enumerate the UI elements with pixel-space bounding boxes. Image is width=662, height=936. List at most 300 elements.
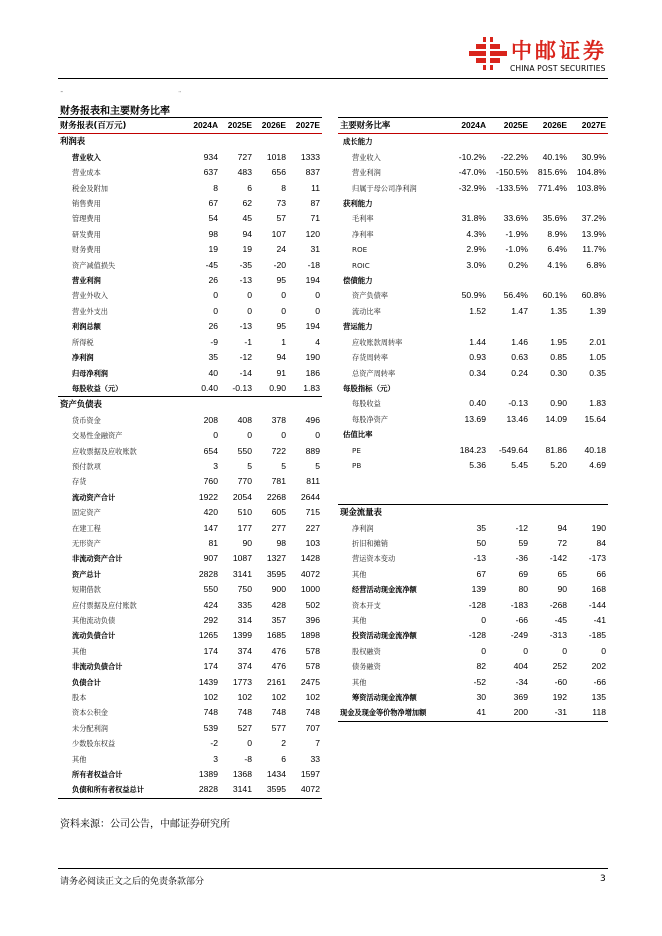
value-cell: 502 [305, 599, 320, 610]
header-year: 2025E [220, 118, 254, 134]
value-cell: 37.2% [581, 213, 606, 224]
table-row [58, 536, 322, 551]
corner-mark: ¯ [60, 91, 64, 99]
row-label: 其他 [352, 615, 367, 625]
value-cell: 33.6% [503, 213, 528, 224]
table-row [58, 767, 322, 782]
value-cell: 59 [518, 537, 528, 548]
value-cell: 771.4% [537, 182, 567, 193]
row-label: 现金及现金等价物净增加额 [338, 705, 448, 721]
value-cell: 715 [305, 507, 320, 518]
value-cell: 637 [203, 167, 218, 178]
value-cell: -2 [210, 738, 218, 749]
value-cell: 139 [471, 584, 486, 595]
value-cell: 102 [237, 692, 252, 703]
header-title: 财务报表(百万元) [58, 118, 186, 134]
table-row [338, 258, 608, 273]
value-cell: -1.9% [505, 228, 528, 239]
row-label: 投资活动现金流净额 [352, 631, 417, 641]
row-label: 折旧和摊销 [352, 538, 388, 548]
value-cell: 147 [203, 522, 218, 533]
value-cell: 94 [276, 352, 286, 363]
value-cell: 578 [305, 661, 320, 672]
value-cell: 3141 [232, 568, 252, 579]
row-heading: 估值比率 [343, 430, 373, 440]
value-cell: 8 [213, 182, 218, 193]
value-cell: 8.9% [547, 228, 567, 239]
table-row [338, 227, 608, 242]
value-cell: 1.52 [469, 305, 486, 316]
table-row [58, 613, 322, 628]
spacer-cell [338, 489, 608, 505]
value-cell: 1 [281, 336, 286, 347]
table-row [58, 644, 322, 659]
value-cell: -60 [554, 676, 567, 687]
subsection-heading-row [338, 196, 608, 211]
value-cell: 26 [208, 275, 218, 286]
table-row [58, 227, 322, 242]
value-cell: 1439 [198, 676, 218, 687]
value-cell: 811 [306, 476, 320, 487]
value-cell: 87 [310, 198, 320, 209]
table-row [338, 675, 608, 690]
value-cell: 1000 [300, 584, 320, 595]
value-cell: 1018 [266, 151, 286, 162]
table-row [58, 474, 322, 489]
table-row [338, 165, 608, 180]
value-cell: 177 [237, 522, 252, 533]
value-cell: -31 [530, 705, 569, 721]
value-cell: 314 [237, 615, 252, 625]
value-cell: 57 [276, 213, 286, 224]
row-label: 未分配利润 [72, 723, 108, 733]
value-cell: -14 [239, 367, 252, 378]
row-label: 资产负债率 [352, 291, 388, 301]
row-heading: 利润表 [58, 134, 322, 150]
row-heading: 获利能力 [343, 199, 373, 209]
table-row [338, 567, 608, 582]
value-cell: 0.93 [469, 352, 486, 363]
row-label: 其他 [72, 754, 87, 764]
value-cell: 722 [271, 445, 286, 456]
value-cell: 1087 [232, 553, 252, 564]
section-heading-row [338, 505, 608, 521]
table-header-row [338, 118, 608, 134]
value-cell: -268 [549, 599, 567, 610]
row-label: 其他 [72, 646, 87, 656]
value-cell: 0.90 [269, 382, 286, 393]
value-cell: 14.09 [545, 413, 567, 424]
value-cell: 98 [208, 228, 218, 239]
value-cell: 72 [557, 537, 567, 548]
value-cell: -12 [239, 352, 252, 363]
table-row [58, 335, 322, 350]
value-cell: 3 [213, 460, 218, 471]
value-cell: 0.30 [550, 367, 567, 378]
value-cell: 0 [315, 430, 320, 441]
value-cell: 11.7% [582, 244, 606, 255]
value-cell: 0.63 [511, 352, 528, 363]
row-label: 预付款项 [72, 461, 101, 471]
value-cell: 11 [311, 182, 320, 193]
table-row [338, 304, 608, 319]
value-cell: 0.90 [550, 398, 567, 409]
row-heading: 现金流量表 [338, 505, 608, 521]
value-cell: 496 [305, 414, 320, 425]
row-label: 营业外支出 [72, 306, 108, 316]
value-cell: 1.44 [469, 336, 486, 347]
value-cell: -10.2% [458, 151, 486, 162]
row-label: 每股收益（元） [72, 383, 123, 393]
row-label: 负债和所有者权益总计 [58, 782, 186, 798]
row-label: 少数股东权益 [72, 739, 116, 749]
value-cell: 190 [591, 522, 606, 533]
value-cell: 0 [281, 430, 286, 441]
value-cell: 6.8% [586, 259, 606, 270]
row-label: 流动负债合计 [72, 631, 116, 641]
value-cell: 54 [208, 213, 218, 224]
value-cell: 0 [247, 305, 252, 316]
value-cell: 98 [276, 537, 286, 548]
value-cell: 550 [237, 445, 252, 456]
value-cell: 35 [476, 522, 486, 533]
row-label: 销售费用 [72, 199, 101, 209]
value-cell: 539 [203, 722, 218, 733]
header-year: 2026E [530, 118, 569, 134]
row-label: 非流动资产合计 [72, 554, 123, 564]
row-label: 在建工程 [72, 523, 101, 533]
source-note: 资料来源：公司公告，中邮证券研究所 [60, 819, 230, 830]
table-row [58, 675, 322, 690]
value-cell: 2828 [186, 782, 220, 798]
value-cell: 81 [208, 537, 218, 548]
value-cell: 94 [242, 228, 252, 239]
value-cell: -183 [510, 599, 528, 610]
row-heading: 成长能力 [343, 137, 373, 147]
table-row [58, 444, 322, 459]
table-row [58, 505, 322, 520]
value-cell: -0.13 [232, 382, 252, 393]
value-cell: 13.46 [506, 413, 528, 424]
row-label: 研发费用 [72, 229, 101, 239]
table-row [58, 181, 322, 196]
row-label: 营业收入 [352, 152, 381, 162]
table-row [338, 628, 608, 643]
row-label: 非流动负债合计 [72, 662, 123, 672]
row-label: 存货周转率 [352, 353, 388, 363]
row-label: 应收账款周转率 [352, 337, 403, 347]
table-row [338, 551, 608, 566]
value-cell: 0.24 [511, 367, 528, 378]
value-cell: 357 [271, 615, 286, 625]
value-cell: 26 [208, 321, 218, 332]
value-cell: 13.9% [581, 228, 606, 239]
value-cell: -22.2% [500, 151, 528, 162]
value-cell: -128 [468, 630, 486, 641]
value-cell: 71 [310, 213, 320, 224]
value-cell: 396 [305, 615, 320, 625]
value-cell: 1.83 [589, 398, 606, 409]
value-cell: 168 [591, 584, 606, 595]
value-cell: 0 [281, 290, 286, 301]
value-cell: 65 [557, 568, 567, 579]
table-row [338, 366, 608, 381]
value-cell: 0.40 [201, 382, 218, 393]
value-cell: 1.05 [589, 352, 606, 363]
row-label: 营业收入 [72, 152, 101, 162]
value-cell: 0 [523, 645, 528, 656]
value-cell: 94 [557, 522, 567, 533]
row-label: 总资产周转率 [352, 368, 396, 378]
value-cell: 60.8% [581, 290, 606, 301]
value-cell: 91 [276, 367, 286, 378]
value-cell: 69 [518, 568, 528, 579]
value-cell: -20 [273, 259, 286, 270]
value-cell: 5.20 [550, 459, 567, 470]
value-cell: 0 [481, 614, 486, 625]
table-row [58, 598, 322, 613]
table-row [338, 288, 608, 303]
value-cell: -144 [588, 599, 606, 610]
value-cell: -13 [239, 275, 252, 286]
value-cell: 80 [518, 584, 528, 595]
value-cell: 31 [310, 244, 320, 255]
header-year: 2024A [186, 118, 220, 134]
value-cell: 0 [247, 738, 252, 749]
table-row [58, 752, 322, 767]
row-label: 归母净利润 [72, 368, 108, 378]
value-cell: 2268 [266, 491, 286, 502]
value-cell: 103 [305, 537, 320, 548]
value-cell: -34 [515, 676, 528, 687]
value-cell: 1265 [198, 630, 218, 641]
value-cell: 748 [237, 707, 252, 718]
page-number: 3 [600, 874, 606, 884]
row-label: 资产总计 [72, 569, 101, 579]
row-label: 固定资产 [72, 508, 101, 518]
value-cell: 1.46 [511, 336, 528, 347]
spacer-cell [338, 473, 608, 488]
row-label: 流动资产合计 [72, 492, 116, 502]
value-cell: -12 [515, 522, 528, 533]
row-label: 所得税 [72, 337, 94, 347]
row-label: 每股净资产 [352, 414, 388, 424]
value-cell: -66 [515, 614, 528, 625]
value-cell: 118 [569, 705, 608, 721]
value-cell: 186 [305, 367, 320, 378]
financial-statements-table [58, 117, 322, 799]
table-row [58, 304, 322, 319]
value-cell: 760 [203, 476, 218, 487]
value-cell: 2.01 [589, 336, 606, 347]
value-cell: 41 [448, 705, 488, 721]
row-label: 应付票据及应付账款 [72, 600, 137, 610]
value-cell: 374 [237, 661, 252, 672]
row-label: 债务融资 [352, 662, 381, 672]
value-cell: 815.6% [537, 167, 567, 178]
table-row [58, 628, 322, 643]
value-cell: 0.35 [589, 367, 606, 378]
value-cell: 5 [315, 460, 320, 471]
row-label: 利润总额 [72, 322, 101, 332]
value-cell: -36 [515, 553, 528, 564]
row-label: 净利润 [72, 353, 94, 363]
table-row [338, 458, 608, 473]
table-row [58, 319, 322, 334]
subsection-heading-row [338, 273, 608, 288]
table-header-row [58, 118, 322, 134]
corner-mark: ¨ [178, 91, 182, 99]
row-label: 每股收益 [352, 399, 381, 409]
value-cell: 1399 [232, 630, 252, 641]
value-cell: 781 [271, 476, 286, 487]
post-emblem-icon [469, 37, 507, 73]
row-heading: 偿债能力 [343, 276, 373, 286]
value-cell: -9 [210, 336, 218, 347]
value-cell: 5 [281, 460, 286, 471]
table-row [58, 288, 322, 303]
value-cell: 0 [213, 430, 218, 441]
value-cell: 0 [481, 645, 486, 656]
value-cell: 1389 [198, 769, 218, 780]
table-row [58, 736, 322, 751]
table-row [58, 782, 322, 798]
row-label: 货币资金 [72, 415, 101, 425]
value-cell: -313 [549, 630, 567, 641]
row-label: 所有者权益合计 [72, 770, 123, 780]
table-row [338, 613, 608, 628]
table-row [338, 443, 608, 458]
value-cell: 420 [203, 507, 218, 518]
row-label: 资本公积金 [72, 708, 108, 718]
value-cell: 1.83 [303, 382, 320, 393]
value-cell: 727 [237, 151, 252, 162]
value-cell: 2161 [266, 676, 286, 687]
table-row [58, 366, 322, 381]
value-cell: 6 [281, 753, 286, 764]
row-label: 净利润 [352, 523, 374, 533]
value-cell: 3.0% [466, 259, 486, 270]
value-cell: 35 [208, 352, 218, 363]
value-cell: 7 [315, 738, 320, 749]
subsection-heading-row [338, 381, 608, 396]
table-row [338, 396, 608, 411]
table-row [58, 413, 322, 428]
value-cell: 45 [242, 213, 252, 224]
row-label: 毛利率 [352, 214, 374, 224]
value-cell: 5.36 [469, 459, 486, 470]
row-label: 管理费用 [72, 214, 101, 224]
value-cell: 194 [305, 275, 320, 286]
row-label: 筹资活动现金流净额 [352, 693, 417, 702]
value-cell: 770 [237, 476, 252, 487]
row-label: ROE [352, 245, 368, 255]
row-label: ROIC [352, 260, 370, 270]
table-row [58, 551, 322, 566]
table-row [58, 165, 322, 180]
value-cell: -47.0% [458, 167, 486, 178]
table-row [58, 567, 322, 582]
value-cell: 374 [237, 645, 252, 656]
table-row [58, 211, 322, 226]
table-row [58, 521, 322, 536]
value-cell: 0.34 [469, 367, 486, 378]
table-row [58, 705, 322, 720]
value-cell: 60.1% [542, 290, 567, 301]
value-cell: 30 [476, 692, 486, 702]
value-cell: 2475 [300, 676, 320, 687]
value-cell: 50.9% [461, 290, 486, 301]
table-row [58, 659, 322, 674]
table-row [338, 211, 608, 226]
table-row [58, 150, 322, 165]
value-cell: 2644 [300, 491, 320, 502]
row-label: 归属于母公司净利润 [352, 183, 417, 193]
value-cell: -249 [510, 630, 528, 641]
value-cell: 190 [305, 352, 320, 363]
value-cell: 174 [203, 645, 218, 656]
table-row [338, 150, 608, 165]
value-cell: -13 [239, 321, 252, 332]
value-cell: 3595 [254, 782, 288, 798]
section-heading-row [58, 134, 322, 150]
value-cell: -133.5% [495, 182, 528, 193]
value-cell: 6 [247, 182, 252, 193]
value-cell: 2054 [232, 491, 252, 502]
value-cell: -66 [593, 676, 606, 687]
value-cell: -150.5% [495, 167, 528, 178]
value-cell: 1.39 [589, 305, 606, 316]
value-cell: 40.1% [542, 151, 567, 162]
value-cell: 476 [271, 661, 286, 672]
value-cell: 0 [247, 430, 252, 441]
row-label: 短期借款 [72, 585, 101, 595]
value-cell: 4 [315, 336, 320, 347]
value-cell: 5 [247, 460, 252, 471]
value-cell: 748 [203, 707, 218, 718]
value-cell: 424 [203, 599, 218, 610]
value-cell: 0 [315, 305, 320, 316]
value-cell: -8 [244, 753, 252, 764]
row-heading: 每股指标（元） [343, 383, 395, 393]
value-cell: 0 [247, 290, 252, 301]
table-row [58, 381, 322, 397]
value-cell: 4072 [288, 782, 322, 798]
row-label: 税金及附加 [72, 183, 108, 193]
value-cell: 102 [203, 692, 218, 703]
value-cell: 0.85 [550, 352, 567, 363]
financial-ratios-table [338, 117, 608, 722]
value-cell: 934 [203, 151, 218, 162]
value-cell: 82 [476, 661, 486, 672]
value-cell: -52 [473, 676, 486, 687]
value-cell: 95 [276, 275, 286, 286]
value-cell: 90 [242, 537, 252, 548]
value-cell: 103.8% [576, 182, 606, 193]
row-label: 其他流动负债 [72, 616, 116, 625]
value-cell: 40 [208, 367, 218, 378]
value-cell: 135 [591, 692, 606, 702]
row-label: 资本开支 [352, 600, 381, 610]
row-label: 营业利润 [72, 276, 101, 286]
value-cell: 13.69 [464, 413, 486, 424]
table-row [58, 428, 322, 443]
row-label: 资产减值损失 [72, 260, 116, 270]
table-row [338, 582, 608, 597]
value-cell: 192 [552, 692, 567, 702]
value-cell: 335 [237, 599, 252, 610]
value-cell: -549.64 [498, 444, 528, 455]
